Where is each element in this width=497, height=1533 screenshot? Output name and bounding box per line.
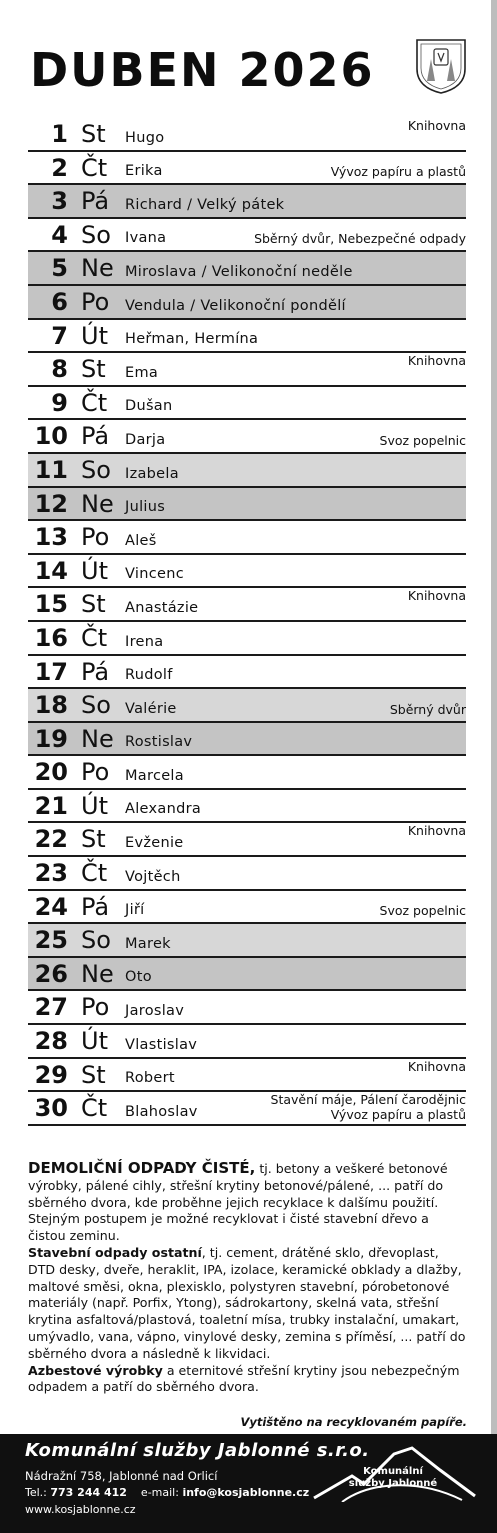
weekday: St bbox=[81, 825, 106, 854]
name-day: Valérie bbox=[125, 700, 177, 717]
event-note: Sběrný dvůr bbox=[389, 701, 466, 717]
weekday: St bbox=[81, 355, 106, 384]
calendar-row bbox=[28, 353, 466, 387]
day-number: 6 bbox=[51, 287, 68, 316]
name-day: Izabela bbox=[125, 465, 179, 482]
name-day: Rudolf bbox=[125, 667, 173, 684]
name-day: Dušan bbox=[125, 398, 173, 415]
name-day: Marek bbox=[125, 935, 171, 952]
weekday: St bbox=[81, 590, 106, 619]
event-note: Svoz popelnic bbox=[379, 432, 466, 448]
calendar-row bbox=[28, 286, 466, 320]
weekday: Čt bbox=[81, 388, 108, 417]
company-logo-text bbox=[346, 1466, 440, 1490]
calendar-row bbox=[28, 420, 466, 454]
calendar-row bbox=[28, 958, 466, 992]
calendar-row bbox=[28, 723, 466, 757]
day-number: 8 bbox=[51, 355, 68, 384]
weekday: Pá bbox=[81, 187, 110, 216]
name-day: Miroslava / Velikonoční neděle bbox=[125, 263, 353, 280]
company-address: Nádražní 758, Jablonné nad Orlicí bbox=[25, 1469, 218, 1483]
weekday: Pá bbox=[81, 657, 110, 686]
name-day: Rostislav bbox=[125, 734, 193, 751]
day-number: 16 bbox=[34, 623, 68, 652]
email-label: e-mail: bbox=[140, 1486, 183, 1499]
name-day: Ivana bbox=[125, 230, 167, 247]
name-day: Ema bbox=[125, 364, 159, 381]
calendar-row bbox=[28, 991, 466, 1025]
calendar-row bbox=[28, 689, 466, 723]
weekday: Čt bbox=[81, 859, 108, 888]
weekday: So bbox=[81, 926, 111, 955]
calendar-row bbox=[28, 1025, 466, 1059]
calendar-row bbox=[28, 588, 466, 622]
day-number: 1 bbox=[51, 120, 68, 148]
day-number: 28 bbox=[34, 1027, 68, 1056]
weekday: Út bbox=[81, 1027, 108, 1056]
info-paragraph-2: , tj. cement, drátěné sklo, dřevoplast, DTD desky, dveře, heraklit, IPA, izolace, keramické obklady a dlažby, maltové směsi, okna, plexisklo, polystyren stavební, pórobetonové materiály (např. Porfix, Ytong), sádrokartony, skelná vata, střešní krytina asfaltová/plastová, toaletní mísa, trubky instalační, umakart, umývadlo, vana, vápno, vinylové desky, zemina s příměsí, ... patří do sběrného dvora a následně k likvidaci. bbox=[28, 1244, 466, 1361]
day-number: 22 bbox=[34, 825, 68, 854]
page-title: DUBEN 2026 bbox=[30, 43, 375, 97]
name-day: Jiří bbox=[125, 902, 145, 919]
name-day: Vojtěch bbox=[125, 868, 181, 885]
name-day: Vendula / Velikonoční pondělí bbox=[125, 297, 346, 314]
calendar-row bbox=[28, 823, 466, 857]
footer bbox=[0, 1434, 497, 1533]
weekday: Pá bbox=[81, 892, 110, 921]
weekday: Út bbox=[81, 321, 108, 350]
name-day: Richard / Velký pátek bbox=[125, 196, 285, 213]
name-day: Blahoslav bbox=[125, 1103, 198, 1120]
name-day: Anastázie bbox=[125, 599, 199, 616]
printed-note: Vytištěno na recyklovaném papíře. bbox=[240, 1415, 467, 1429]
day-number: 13 bbox=[34, 523, 68, 552]
calendar-row bbox=[28, 454, 466, 488]
name-day: Marcela bbox=[125, 767, 184, 784]
calendar-row bbox=[28, 891, 466, 925]
name-day: Evženie bbox=[125, 835, 184, 852]
name-day: Hugo bbox=[125, 129, 165, 146]
weekday: Čt bbox=[81, 153, 108, 182]
calendar-row bbox=[28, 1092, 466, 1126]
name-day: Robert bbox=[125, 1070, 175, 1087]
day-number: 12 bbox=[34, 489, 68, 518]
event-note: Knihovna bbox=[407, 118, 466, 133]
weekday: Čt bbox=[81, 1094, 108, 1123]
email-link[interactable]: info@kosjablonne.cz bbox=[182, 1486, 310, 1499]
day-number: 24 bbox=[34, 892, 68, 921]
name-day: Heřman, Hermína bbox=[125, 331, 259, 348]
event-note: Knihovna bbox=[407, 588, 466, 604]
calendar-row bbox=[28, 152, 466, 186]
company-contact bbox=[25, 1486, 309, 1499]
calendar-row bbox=[28, 924, 466, 958]
event-note: Knihovna bbox=[407, 353, 466, 369]
calendar-row bbox=[28, 219, 466, 253]
name-day: Julius bbox=[125, 499, 166, 516]
calendar-row bbox=[28, 622, 466, 656]
day-number: 4 bbox=[51, 220, 68, 249]
calendar-table bbox=[28, 118, 466, 1126]
day-number: 30 bbox=[34, 1094, 68, 1123]
tel-label: Tel.: bbox=[25, 1486, 51, 1499]
day-number: 18 bbox=[34, 691, 68, 720]
event-note: Knihovna bbox=[407, 823, 466, 839]
name-day: Oto bbox=[125, 969, 152, 986]
name-day: Vlastislav bbox=[125, 1036, 198, 1053]
weekday: St bbox=[81, 120, 106, 148]
info-subheading-3: Azbestové výrobky bbox=[28, 1362, 163, 1378]
page-edge bbox=[491, 0, 497, 1533]
info-text bbox=[28, 1160, 468, 1396]
day-number: 5 bbox=[51, 254, 68, 283]
calendar-row bbox=[28, 790, 466, 824]
calendar-row bbox=[28, 521, 466, 555]
weekday: So bbox=[81, 220, 111, 249]
weekday: Po bbox=[81, 993, 110, 1022]
logo-line-1: Komunální bbox=[363, 1466, 423, 1477]
calendar-row bbox=[28, 252, 466, 286]
calendar-row bbox=[28, 857, 466, 891]
town-crest-icon bbox=[414, 37, 468, 95]
tel-number: 773 244 412 bbox=[50, 1486, 127, 1499]
day-number: 7 bbox=[51, 321, 68, 350]
day-number: 19 bbox=[34, 724, 68, 753]
event-note: Vývoz papíru a plastů bbox=[330, 164, 466, 180]
name-day: Erika bbox=[125, 163, 163, 180]
day-number: 15 bbox=[34, 590, 68, 619]
name-day: Jaroslav bbox=[125, 1003, 185, 1020]
name-day: Alexandra bbox=[125, 801, 202, 818]
name-day: Vincenc bbox=[125, 566, 184, 583]
weekday: Po bbox=[81, 523, 110, 552]
day-number: 20 bbox=[34, 758, 68, 787]
calendar-row bbox=[28, 488, 466, 522]
weekday: Út bbox=[81, 556, 108, 585]
weekday: Po bbox=[81, 758, 110, 787]
day-number: 27 bbox=[34, 993, 68, 1022]
weekday: Čt bbox=[81, 623, 108, 652]
weekday: Ne bbox=[81, 489, 114, 518]
event-note: Knihovna bbox=[407, 1058, 466, 1074]
event-note: Svoz popelnic bbox=[379, 903, 466, 919]
calendar-row bbox=[28, 387, 466, 421]
day-number: 26 bbox=[34, 959, 68, 988]
website-link[interactable]: www.kosjablonne.cz bbox=[25, 1503, 136, 1516]
name-day: Darja bbox=[125, 431, 166, 448]
weekday: Ne bbox=[81, 959, 114, 988]
info-paragraph-1: tj. betony a veškeré betonové výrobky, pálené cihly, střešní krytiny betonové/pálené, ... patří do sběrného dvora, kde proběhne jejich recyklace k dalšímu použití. Stejným postupem je možné recyklovat i čisté stavební dřevo a čistou zeminu. bbox=[28, 1161, 448, 1244]
day-number: 2 bbox=[51, 153, 68, 182]
weekday: Po bbox=[81, 287, 110, 316]
calendar-row bbox=[28, 656, 466, 690]
event-note: Sběrný dvůr, Nebezpečné odpady bbox=[254, 231, 466, 247]
day-number: 23 bbox=[34, 859, 68, 888]
info-subheading-2: Stavební odpady ostatní bbox=[28, 1244, 202, 1260]
name-day: Aleš bbox=[125, 532, 157, 549]
calendar-row bbox=[28, 756, 466, 790]
day-number: 11 bbox=[34, 455, 68, 484]
day-number: 21 bbox=[34, 791, 68, 820]
day-number: 17 bbox=[34, 657, 68, 686]
calendar-row bbox=[28, 118, 466, 152]
event-note: Stavění máje, Pálení čarodějnic Vývoz papíru a plastů bbox=[270, 1092, 466, 1122]
calendar-row bbox=[28, 185, 466, 219]
weekday: Ne bbox=[81, 724, 114, 753]
weekday: Út bbox=[81, 791, 108, 820]
weekday: St bbox=[81, 1060, 106, 1089]
info-heading: DEMOLIČNÍ ODPADY ČISTÉ, bbox=[28, 1159, 256, 1177]
weekday: So bbox=[81, 455, 111, 484]
day-number: 10 bbox=[34, 422, 68, 451]
weekday: So bbox=[81, 691, 111, 720]
day-number: 3 bbox=[51, 187, 68, 216]
company-name: Komunální služby Jablonné s.r.o. bbox=[25, 1440, 370, 1461]
day-number: 9 bbox=[51, 388, 68, 417]
name-day: Irena bbox=[125, 633, 164, 650]
calendar-row bbox=[28, 1059, 466, 1093]
weekday: Ne bbox=[81, 254, 114, 283]
calendar-row bbox=[28, 555, 466, 589]
day-number: 14 bbox=[34, 556, 68, 585]
day-number: 29 bbox=[34, 1060, 68, 1089]
logo-line-2: služby Jablonné bbox=[348, 1478, 438, 1489]
info-paragraph-3: a eternitové střešní krytiny jsou nebezpečným odpadem a patří do sběrného dvora. bbox=[28, 1362, 460, 1395]
day-number: 25 bbox=[34, 926, 68, 955]
weekday: Pá bbox=[81, 422, 110, 451]
calendar-row bbox=[28, 320, 466, 354]
